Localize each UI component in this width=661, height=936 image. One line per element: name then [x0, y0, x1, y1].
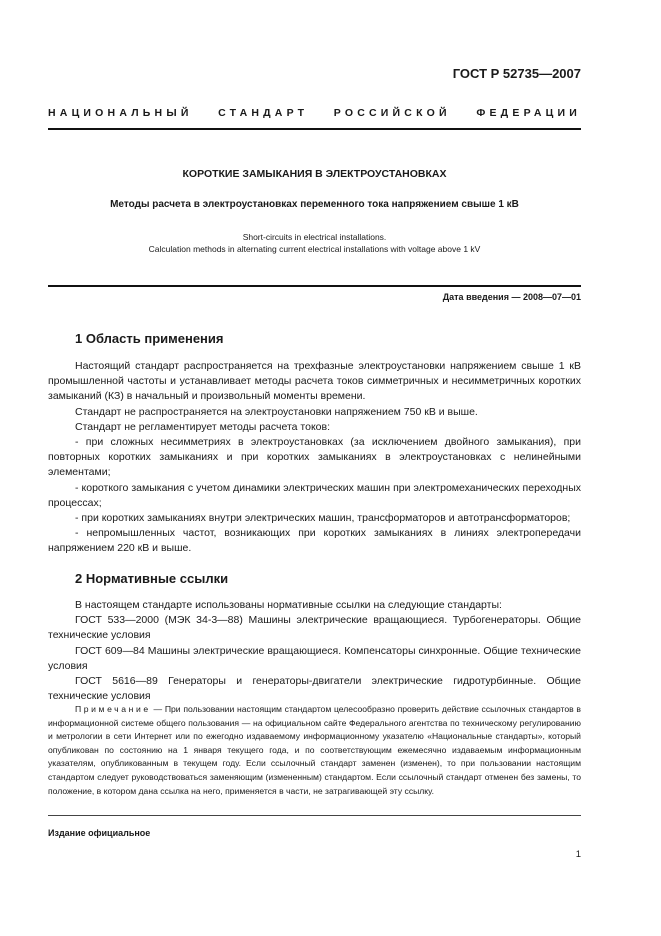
note-text: — При пользовании настоящим стандартом целесообразно проверить действие ссылочных стандартов в информационной системе общего пользования — на официальном сайте Федерального агентства по техническому регулированию и метрологии в сети Интернет или по ежегодно издаваемому информационному указателю «Национальные стандарты», который опубликован по состоянию на 1 января текущего года, и по соответствующим ежемесячно издаваемым информационным указателям, опубликованным в текущем году. Если ссылочный стандарт заменен (изменен), то при пользовании настоящим стандартом следует руководствоваться заменяющим (измененным) стандартом. Если ссылочный стандарт отменен без замены, то положение, в котором дана ссылка на него, применяется в части, не затрагивающей эту ссылку.	[48, 704, 581, 796]
introduction-date: Дата введения — 2008—07—01	[442, 292, 581, 302]
paragraph: Стандарт не распространяется на электроустановки напряжением 750 кВ и выше.	[75, 405, 478, 418]
list-item: - короткого замыкания с учетом динамики электрических машин при электромеханических переходных процессах;	[48, 481, 581, 509]
section-1-body	[48, 359, 581, 557]
page-number: 1	[575, 849, 581, 860]
footer-divider	[48, 815, 581, 816]
section-2-body	[48, 598, 581, 704]
list-item: - при коротких замыканиях внутри электрических машин, трансформаторов и автотрансформаторов;	[75, 512, 571, 525]
paragraph: В настоящем стандарте использованы нормативные ссылки на следующие стандарты:	[75, 599, 502, 611]
english-title-line-1: Short-circuits in electrical installations.	[242, 232, 387, 242]
document-subtitle: Методы расчета в электроустановках переменного тока напряжением свыше 1 кВ	[110, 199, 519, 210]
paragraph: Настоящий стандарт распространяется на трехфазные электроустановки напряжением свыше 1 кВ промышленной частоты и устанавливает методы расчета токов симметричных и несимметричных коротких замыканий (КЗ) в начальный и произвольный моменты времени.	[48, 360, 581, 403]
national-standard-banner: НАЦИОНАЛЬНЫЙ СТАНДАРТ РОССИЙСКОЙ ФЕДЕРАЦИИ	[48, 107, 581, 119]
english-title-line-2: Calculation methods in alternating current electrical installations with voltage above 1 kV	[148, 244, 481, 254]
reference-item: ГОСТ 609—84 Машины электрические вращающиеся. Компенсаторы синхронные. Общие технические условия	[48, 644, 581, 672]
title-divider	[48, 285, 581, 287]
section-1-heading: 1 Область применения	[75, 331, 224, 346]
note-label: Примечание	[75, 704, 151, 714]
reference-item: ГОСТ 5616—89 Генераторы и генераторы-двигатели электрические гидротурбинные. Общие технические условия	[48, 675, 581, 703]
edition-label: Издание официальное	[48, 828, 151, 838]
document-number: ГОСТ Р 52735—2007	[452, 66, 581, 81]
top-divider	[48, 128, 581, 130]
section-2-heading: 2 Нормативные ссылки	[75, 571, 229, 586]
document-title: КОРОТКИЕ ЗАМЫКАНИЯ В ЭЛЕКТРОУСТАНОВКАХ	[182, 168, 447, 180]
list-item: - при сложных несимметриях в электроустановках (за исключением двойного замыкания), при повторных коротких замыканиях и при коротких замыканиях в электроустановках с нелинейными элементами;	[48, 436, 581, 479]
list-item: - непромышленных частот, возникающих при коротких замыканиях в линиях электропередачи напряжением 220 кВ и выше.	[48, 527, 581, 555]
english-title	[48, 231, 581, 255]
note	[48, 703, 581, 798]
note-paragraph	[48, 703, 581, 798]
reference-item: ГОСТ 533—2000 (МЭК 34-3—88) Машины электрические вращающиеся. Турбогенераторы. Общие технические условия	[48, 614, 581, 642]
paragraph: Стандарт не регламентирует методы расчета токов:	[75, 420, 331, 433]
